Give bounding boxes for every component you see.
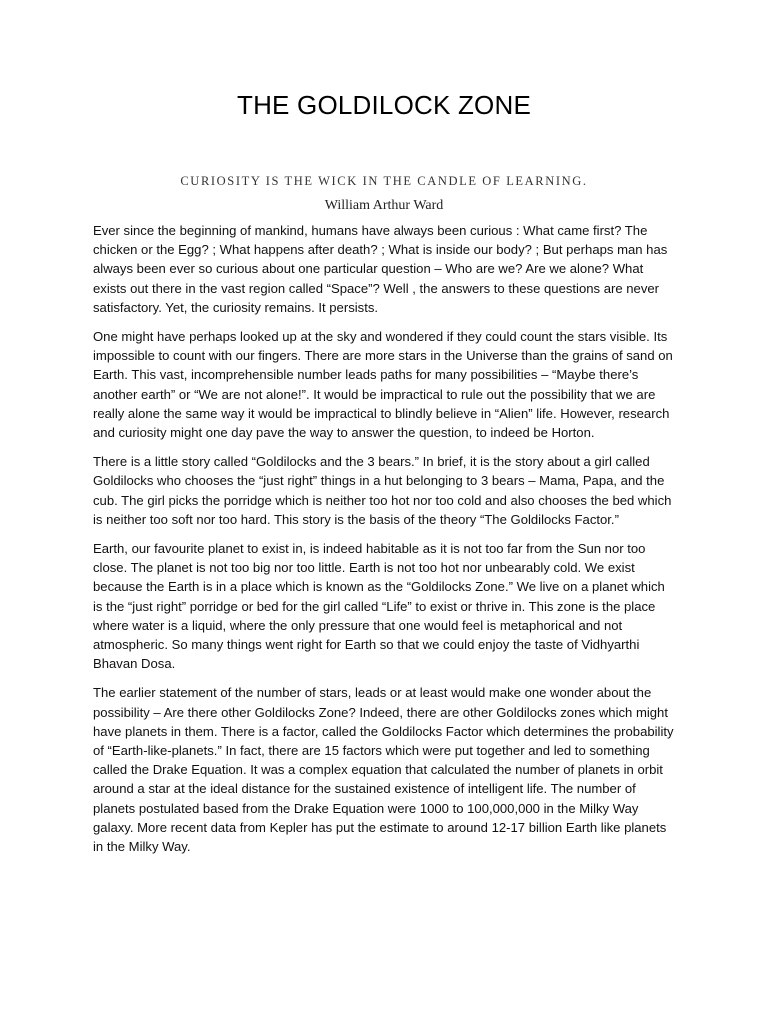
paragraph: Earth, our favourite planet to exist in, is indeed habitable as it is not too far from the Sun nor too close. The planet is not too big nor too little. Earth is not too hot nor unbearably cold. We exist because the Earth is in a place which is known as the “Goldilocks Zone.” We live on a planet which is the “just right” porridge or bed for the girl called “Life” to exist or thrive in. This zone is the place where water is a liquid, where the only pressure that one would feel is metaphorical and not atmospheric. So many things went right for Earth so that we could enjoy the taste of Vidhyarthi Bhavan Dosa. [93, 541, 665, 672]
epigraph-author: William Arthur Ward [324, 198, 444, 213]
body-text [93, 221, 676, 866]
paragraph: The earlier statement of the number of stars, leads or at least would make one wonder about the possibility – Are there other Goldilocks Zone? Indeed, there are other Goldilocks zones which might have planets in them. There is a factor, called the Goldilocks Factor which determines the probability of “Earth-like-planets.” In fact, there are 15 factors which were put together and led to something called the Drake Equation. It was a complex equation that calculated the number of planets in orbit around a star at the ideal distance for the sustained existence of intelligent life. The number of planets postulated based from the Drake Equation were 1000 to 100,000,000 in the Milky Way galaxy. More recent data from Kepler has put the estimate to around 12-17 billion Earth like planets in the Milky Way. [93, 685, 674, 855]
epigraph-quote: CURIOSITY IS THE WICK IN THE CANDLE OF LEARNING. [180, 174, 588, 188]
paragraph: There is a little story called “Goldilocks and the 3 bears.” In brief, it is the story about a girl called Goldilocks who chooses the “just right” things in a hut belonging to 3 bears – Mama, Papa, and the cub. The girl picks the porridge which is neither too hot nor too cold and also chooses the bed which is neither too soft nor too hard. This story is the basis of the theory “The Goldilocks Factor.” [93, 454, 672, 527]
page-title: THE GOLDILOCK ZONE [237, 90, 531, 120]
paragraph: One might have perhaps looked up at the sky and wondered if they could count the stars visible. Its impossible to count with our fingers. There are more stars in the Universe than the grains of sand on Earth. This vast, incomprehensible number leads paths for many possibilities – “Maybe there’s another earth” or “We are not alone!”. It would be impractical to rule out the possibility that we are really alone the same way it would be impractical to blindly believe in “Alien” life. However, research and curiosity might one day pave the way to answer the question, to indeed be Horton. [93, 329, 673, 441]
paragraph: Ever since the beginning of mankind, humans have always been curious : What came first? The chicken or the Egg? ; What happens after death? ; What is inside our body? ; But perhaps man has always been ever so curious about one particular question – Who are we? Are we alone? What exists out there in the vast region called “Space”? Well , the answers to these questions are never satisfactory. Yet, the curiosity remains. It persists. [93, 223, 668, 315]
